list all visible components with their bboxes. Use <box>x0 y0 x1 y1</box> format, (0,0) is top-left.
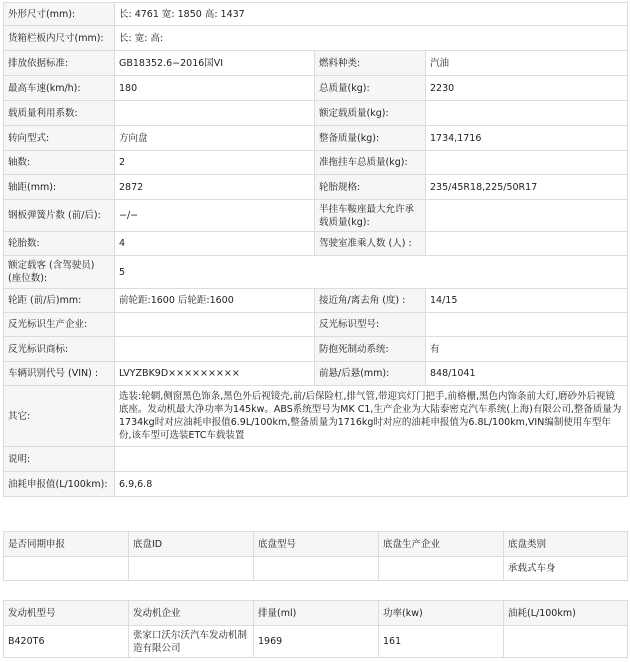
fuel-consumption-label: 油耗申报值(L/100km): <box>4 472 115 497</box>
fuel-consumption-value: 6.9,6.8 <box>115 472 628 497</box>
track-label: 轮距 (前/后)mm: <box>4 289 115 313</box>
engine-cell: 张家口沃尔沃汽车发动机制造有限公司 <box>129 626 254 658</box>
spec-row <box>4 289 628 313</box>
angles-value: 14/15 <box>426 289 628 313</box>
axles-label: 轴数: <box>4 151 115 175</box>
capacity-label: 额定载客 (含驾驶员) (座位数): <box>4 256 115 289</box>
fuel-value: 汽油 <box>426 51 628 76</box>
spec-row-dimensions <box>4 3 628 26</box>
steering-value: 方向盘 <box>115 126 315 151</box>
engine-header-cell: 功率(kw) <box>379 601 504 626</box>
reflector-brand-label: 反光标识商标: <box>4 337 115 362</box>
dims-label: 外形尺寸(mm): <box>4 3 115 26</box>
spec-row-cargo <box>4 26 628 51</box>
rated-load-label: 额定载质量(kg): <box>315 101 426 126</box>
engine-header-cell: 油耗(L/100km) <box>504 601 628 626</box>
overhang-value: 848/1041 <box>426 362 628 386</box>
spec-row <box>4 362 628 386</box>
spec-row <box>4 200 628 232</box>
max-speed-label: 最高车速(km/h): <box>4 76 115 101</box>
chassis-header-cell: 底盘ID <box>129 532 254 557</box>
curb-mass-label: 整备质量(kg): <box>315 126 426 151</box>
saddle-load-value <box>426 200 628 232</box>
chassis-cell <box>4 557 129 581</box>
spec-row <box>4 76 628 101</box>
emission-label: 排放依据标准: <box>4 51 115 76</box>
chassis-header-cell: 是否同期申报 <box>4 532 129 557</box>
other-label: 其它: <box>4 386 115 447</box>
engine-cell: 161 <box>379 626 504 658</box>
chassis-data-row <box>4 557 628 581</box>
chassis-header-cell: 底盘型号 <box>254 532 379 557</box>
engine-header-row <box>4 601 628 626</box>
tires-label: 轮胎规格: <box>315 175 426 200</box>
reflector-model-value <box>426 313 628 337</box>
rated-load-value <box>426 101 628 126</box>
remarks-label: 说明: <box>4 447 115 472</box>
tire-count-value: 4 <box>115 232 315 256</box>
total-mass-label: 总质量(kg): <box>315 76 426 101</box>
engine-table <box>3 600 628 658</box>
engine-data-row <box>4 626 628 658</box>
max-speed-value: 180 <box>115 76 315 101</box>
fuel-label: 燃料种类: <box>315 51 426 76</box>
load-factor-label: 载质量利用系数: <box>4 101 115 126</box>
cab-seats-label: 驾驶室准乘人数 (人) : <box>315 232 426 256</box>
tire-count-label: 轮胎数: <box>4 232 115 256</box>
abs-value: 有 <box>426 337 628 362</box>
chassis-cell <box>254 557 379 581</box>
axles-value: 2 <box>115 151 315 175</box>
engine-header-cell: 发动机型号 <box>4 601 129 626</box>
dims-value: 长: 4761 宽: 1850 高: 1437 <box>115 3 628 26</box>
reflector-model-label: 反光标识型号: <box>315 313 426 337</box>
engine-header-cell: 发动机企业 <box>129 601 254 626</box>
steering-label: 转向型式: <box>4 126 115 151</box>
reflector-maker-label: 反光标识生产企业: <box>4 313 115 337</box>
trailer-mass-label: 准拖挂车总质量(kg): <box>315 151 426 175</box>
cargo-dims-label: 货箱栏板内尺寸(mm): <box>4 26 115 51</box>
curb-mass-value: 1734,1716 <box>426 126 628 151</box>
chassis-header-cell: 底盘生产企业 <box>379 532 504 557</box>
spec-row <box>4 151 628 175</box>
chassis-header-cell: 底盘类别 <box>504 532 628 557</box>
chassis-header-row <box>4 532 628 557</box>
chassis-cell: 承载式车身 <box>504 557 628 581</box>
wheelbase-label: 轴距(mm): <box>4 175 115 200</box>
spec-row <box>4 337 628 362</box>
wheelbase-value: 2872 <box>115 175 315 200</box>
emission-value: GB18352.6−2016国VI <box>115 51 315 76</box>
engine-cell <box>504 626 628 658</box>
spec-row <box>4 101 628 126</box>
spec-row <box>4 175 628 200</box>
spec-row-capacity <box>4 256 628 289</box>
spec-row <box>4 232 628 256</box>
capacity-value: 5 <box>115 256 628 289</box>
spec-row <box>4 126 628 151</box>
vin-label: 车辆识别代号 (VIN) : <box>4 362 115 386</box>
springs-value: −/− <box>115 200 315 232</box>
reflector-brand-value <box>115 337 315 362</box>
angles-label: 接近角/离去角 (度) : <box>315 289 426 313</box>
trailer-mass-value <box>426 151 628 175</box>
springs-label: 钢板弹簧片数 (前/后): <box>4 200 115 232</box>
total-mass-value: 2230 <box>426 76 628 101</box>
other-value: 选装:轮辋,侧窗黑色饰条,黑色外后视镜壳,前/后保险杠,排气管,带迎宾灯门把手,前格栅,黑色内饰条前大灯,磨砂外后视镜底座。发动机最大净功率为145kw。ABS系统型号为MK C1,生产企业为大陆泰密克汽车系统(上海)有限公司,整备质量为1734kg时对应油耗申报值6.9L/100km,整备质量为1716kg时对应的油耗申报值为6.8L/100km,VIN编制使用车型年份,该车型可选装ETC车载装置 <box>115 386 628 447</box>
saddle-load-label: 半挂车鞍座最大允许承载质量(kg): <box>315 200 426 232</box>
engine-cell: B420T6 <box>4 626 129 658</box>
cab-seats-value <box>426 232 628 256</box>
spec-row-fuel-consumption <box>4 472 628 497</box>
spec-row-other <box>4 386 628 447</box>
spec-row <box>4 51 628 76</box>
engine-cell: 1969 <box>254 626 379 658</box>
remarks-value <box>115 447 628 472</box>
chassis-cell <box>379 557 504 581</box>
load-factor-value <box>115 101 315 126</box>
spec-row <box>4 313 628 337</box>
chassis-cell <box>129 557 254 581</box>
chassis-table <box>3 531 628 581</box>
vin-value: LVYZBK9D××××××××× <box>115 362 315 386</box>
overhang-label: 前悬/后悬(mm): <box>315 362 426 386</box>
tires-value: 235/45R18,225/50R17 <box>426 175 628 200</box>
track-value: 前轮距:1600 后轮距:1600 <box>115 289 315 313</box>
abs-label: 防抱死制动系统: <box>315 337 426 362</box>
cargo-dims-value: 长: 宽: 高: <box>115 26 628 51</box>
reflector-maker-value <box>115 313 315 337</box>
engine-header-cell: 排量(ml) <box>254 601 379 626</box>
spec-row-remarks <box>4 447 628 472</box>
vehicle-spec-table <box>3 2 628 497</box>
